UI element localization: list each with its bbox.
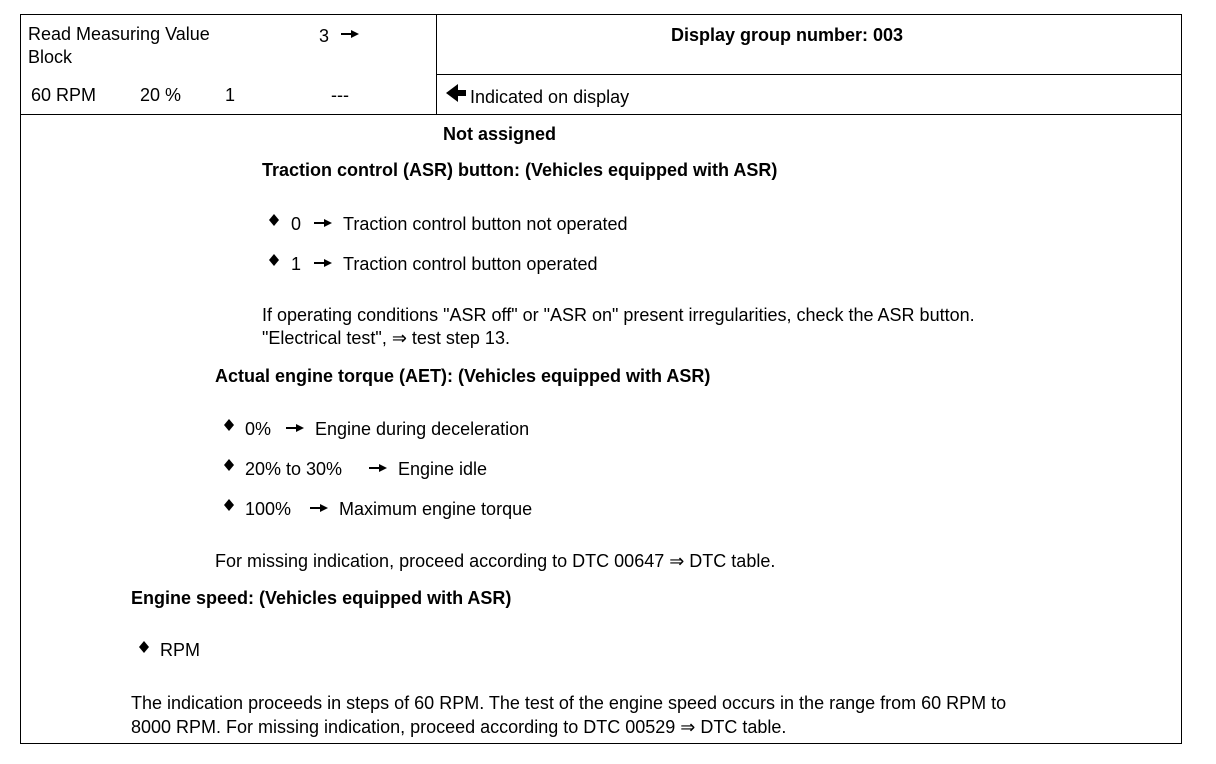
diamond-bullet-icon (224, 459, 234, 471)
diamond-bullet-icon (224, 499, 234, 511)
diamond-bullet-icon (224, 419, 234, 431)
diamond-bullet-icon (269, 254, 279, 266)
asr-item-text: Traction control button operated (343, 254, 598, 274)
speed-item: RPM (160, 640, 200, 660)
header-divider-bottom (20, 114, 1182, 115)
frame-bottom (20, 743, 1182, 744)
diamond-bullet-icon (139, 641, 149, 653)
frame-left (20, 14, 21, 744)
asr-heading: Traction control (ASR) button: (Vehicles equipped with ASR) (262, 160, 778, 180)
field-dashes: --- (331, 85, 349, 105)
torque-item-text: Engine idle (398, 459, 488, 479)
asr-note-line1: If operating conditions "ASR off" or "ASR on" present irregularities, check the ASR button. (262, 305, 975, 325)
torque-item-text: Engine during deceleration (315, 419, 530, 439)
arrow-right-icon (368, 463, 388, 473)
torque-note: For missing indication, proceed according to DTC 00647 ⇒ DTC table. (215, 551, 776, 571)
field-one: 1 (225, 85, 236, 105)
torque-item-value: 0% (245, 419, 272, 439)
asr-item-text: Traction control button not operated (343, 214, 628, 234)
header-divider-right-mid (436, 74, 1182, 75)
arrow-right-icon (309, 503, 329, 513)
block-title-line1: Read Measuring Value (28, 24, 210, 44)
field-percent: 20 % (140, 85, 182, 105)
arrow-right-icon (313, 258, 333, 268)
torque-heading: Actual engine torque (AET): (Vehicles equipped with ASR) (215, 366, 711, 386)
group-value: 3 (319, 26, 330, 46)
speed-note-line2: 8000 RPM. For missing indication, proceed according to DTC 00529 ⇒ DTC table. (131, 717, 787, 737)
torque-item-text: Maximum engine torque (339, 499, 533, 519)
frame-right (1181, 14, 1182, 744)
field-rpm: 60 RPM (31, 85, 97, 105)
asr-item-value: 1 (291, 254, 302, 274)
speed-heading: Engine speed: (Vehicles equipped with ASR) (131, 588, 512, 608)
speed-note-line1: The indication proceeds in steps of 60 RPM. The test of the engine speed occurs in the range from 60 RPM to (131, 693, 1007, 713)
left-pointer-icon (446, 84, 466, 102)
display-group-label: Display group number: 003 (671, 25, 904, 45)
arrow-right-icon (285, 423, 305, 433)
block-title-line2: Block (28, 47, 73, 67)
not-assigned-heading: Not assigned (443, 124, 557, 144)
asr-note-line2: "Electrical test", ⇒ test step 13. (262, 328, 510, 348)
header-divider-vertical (436, 14, 437, 115)
torque-item-value: 20% to 30% (245, 459, 343, 479)
arrow-right-icon (340, 29, 360, 39)
asr-item-value: 0 (291, 214, 302, 234)
diamond-bullet-icon (269, 214, 279, 226)
indicated-label: Indicated on display (470, 87, 630, 107)
frame-top (20, 14, 1182, 15)
torque-item-value: 100% (245, 499, 292, 519)
arrow-right-icon (313, 218, 333, 228)
